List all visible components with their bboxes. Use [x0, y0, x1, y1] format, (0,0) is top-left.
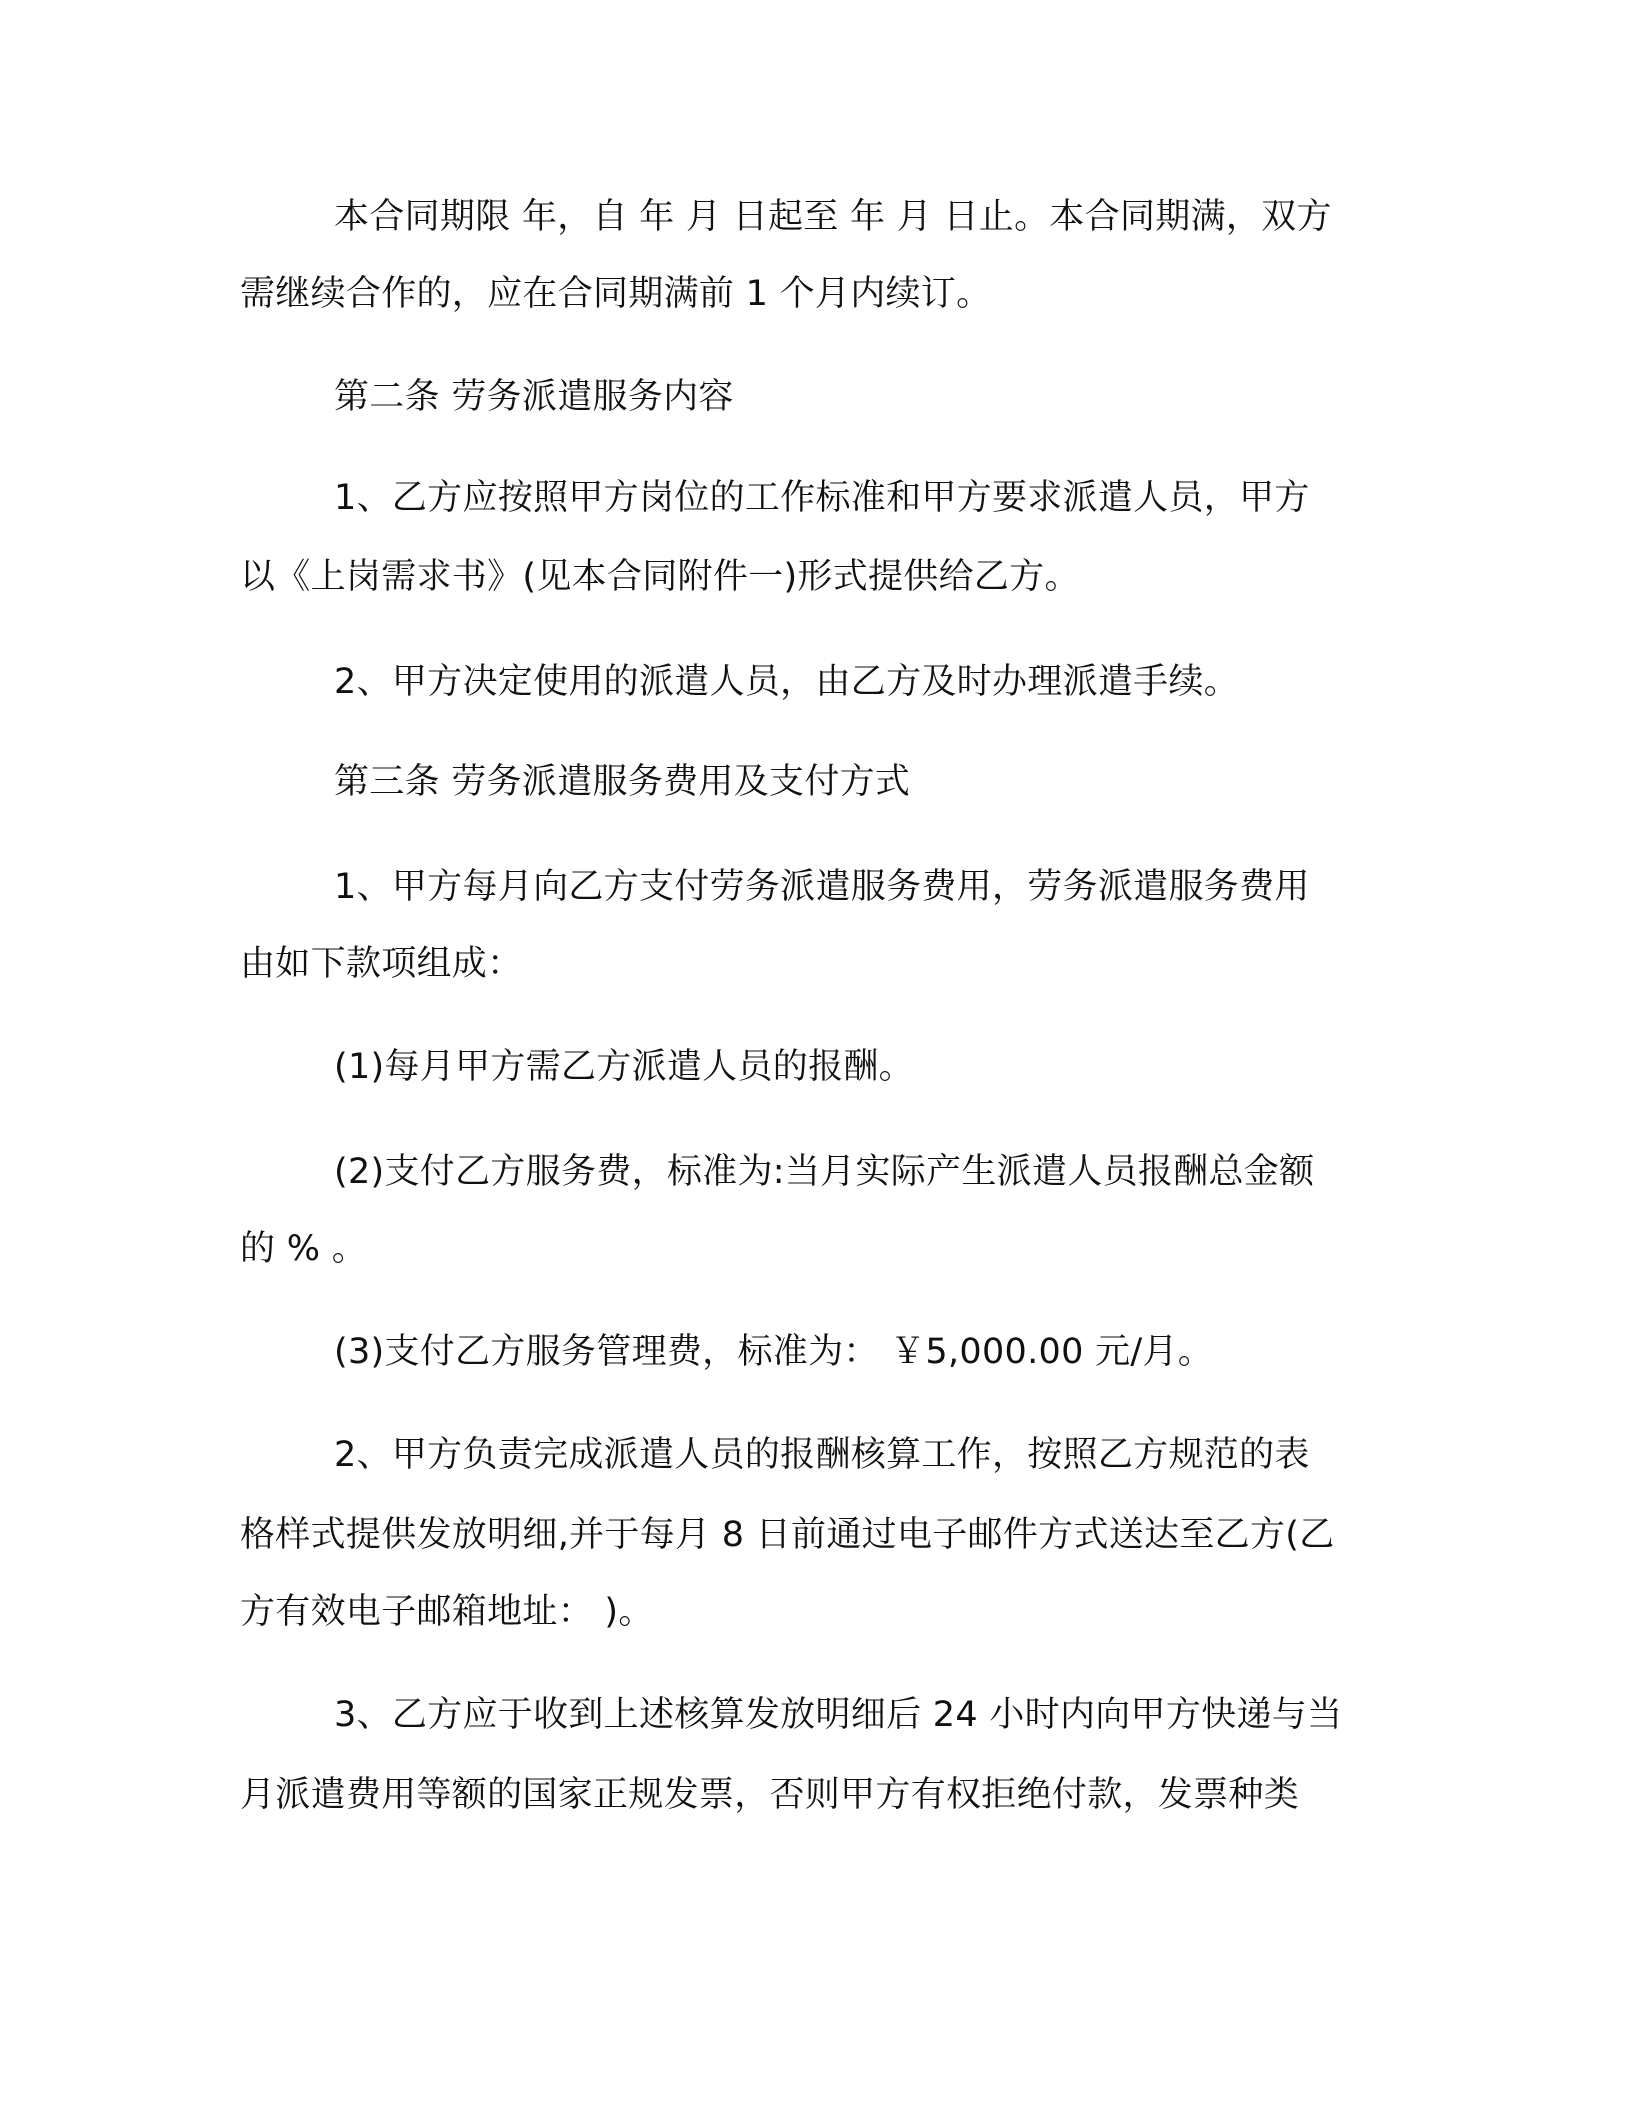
text-line: 1、甲方每月向乙方支付劳务派遣服务费用，劳务派遣服务费用 [334, 867, 1310, 907]
text-line: 1、乙方应按照甲方岗位的工作标准和甲方要求派遣人员，甲方 [334, 478, 1310, 518]
section-heading-article-3: 第三条 劳务派遣服务费用及支付方式 [334, 762, 911, 802]
text-line: 方有效电子邮箱地址： )。 [240, 1592, 654, 1632]
text-line: 本合同期限 年，自 年 月 日起至 年 月 日止。本合同期满，双方 [334, 197, 1332, 237]
text-line: 2、甲方负责完成派遣人员的报酬核算工作，按照乙方规范的表 [334, 1435, 1310, 1475]
section-heading-article-2: 第二条 劳务派遣服务内容 [334, 377, 734, 417]
text-line: (2)支付乙方服务费，标准为:当月实际产生派遣人员报酬总金额 [334, 1152, 1315, 1192]
text-line: (1)每月甲方需乙方派遣人员的报酬。 [334, 1047, 914, 1087]
text-line: 以《上岗需求书》(见本合同附件一)形式提供给乙方。 [240, 557, 1080, 597]
text-line: 格样式提供发放明细,并于每月 8 日前通过电子邮件方式送达至乙方(乙 [240, 1515, 1335, 1555]
text-line: 需继续合作的，应在合同期满前 1 个月内续订。 [240, 274, 992, 314]
text-line: 2、甲方决定使用的派遣人员，由乙方及时办理派遣手续。 [334, 662, 1240, 702]
text-line: 月派遣费用等额的国家正规发票，否则甲方有权拒绝付款，发票种类 [240, 1775, 1300, 1815]
text-line: 由如下款项组成： [240, 944, 523, 984]
text-line: (3)支付乙方服务管理费，标准为： ￥5,000.00 元/月。 [334, 1332, 1214, 1372]
text-line: 的 % 。 [240, 1229, 368, 1269]
text-line: 3、乙方应于收到上述核算发放明细后 24 小时内向甲方快递与当 [334, 1695, 1343, 1735]
